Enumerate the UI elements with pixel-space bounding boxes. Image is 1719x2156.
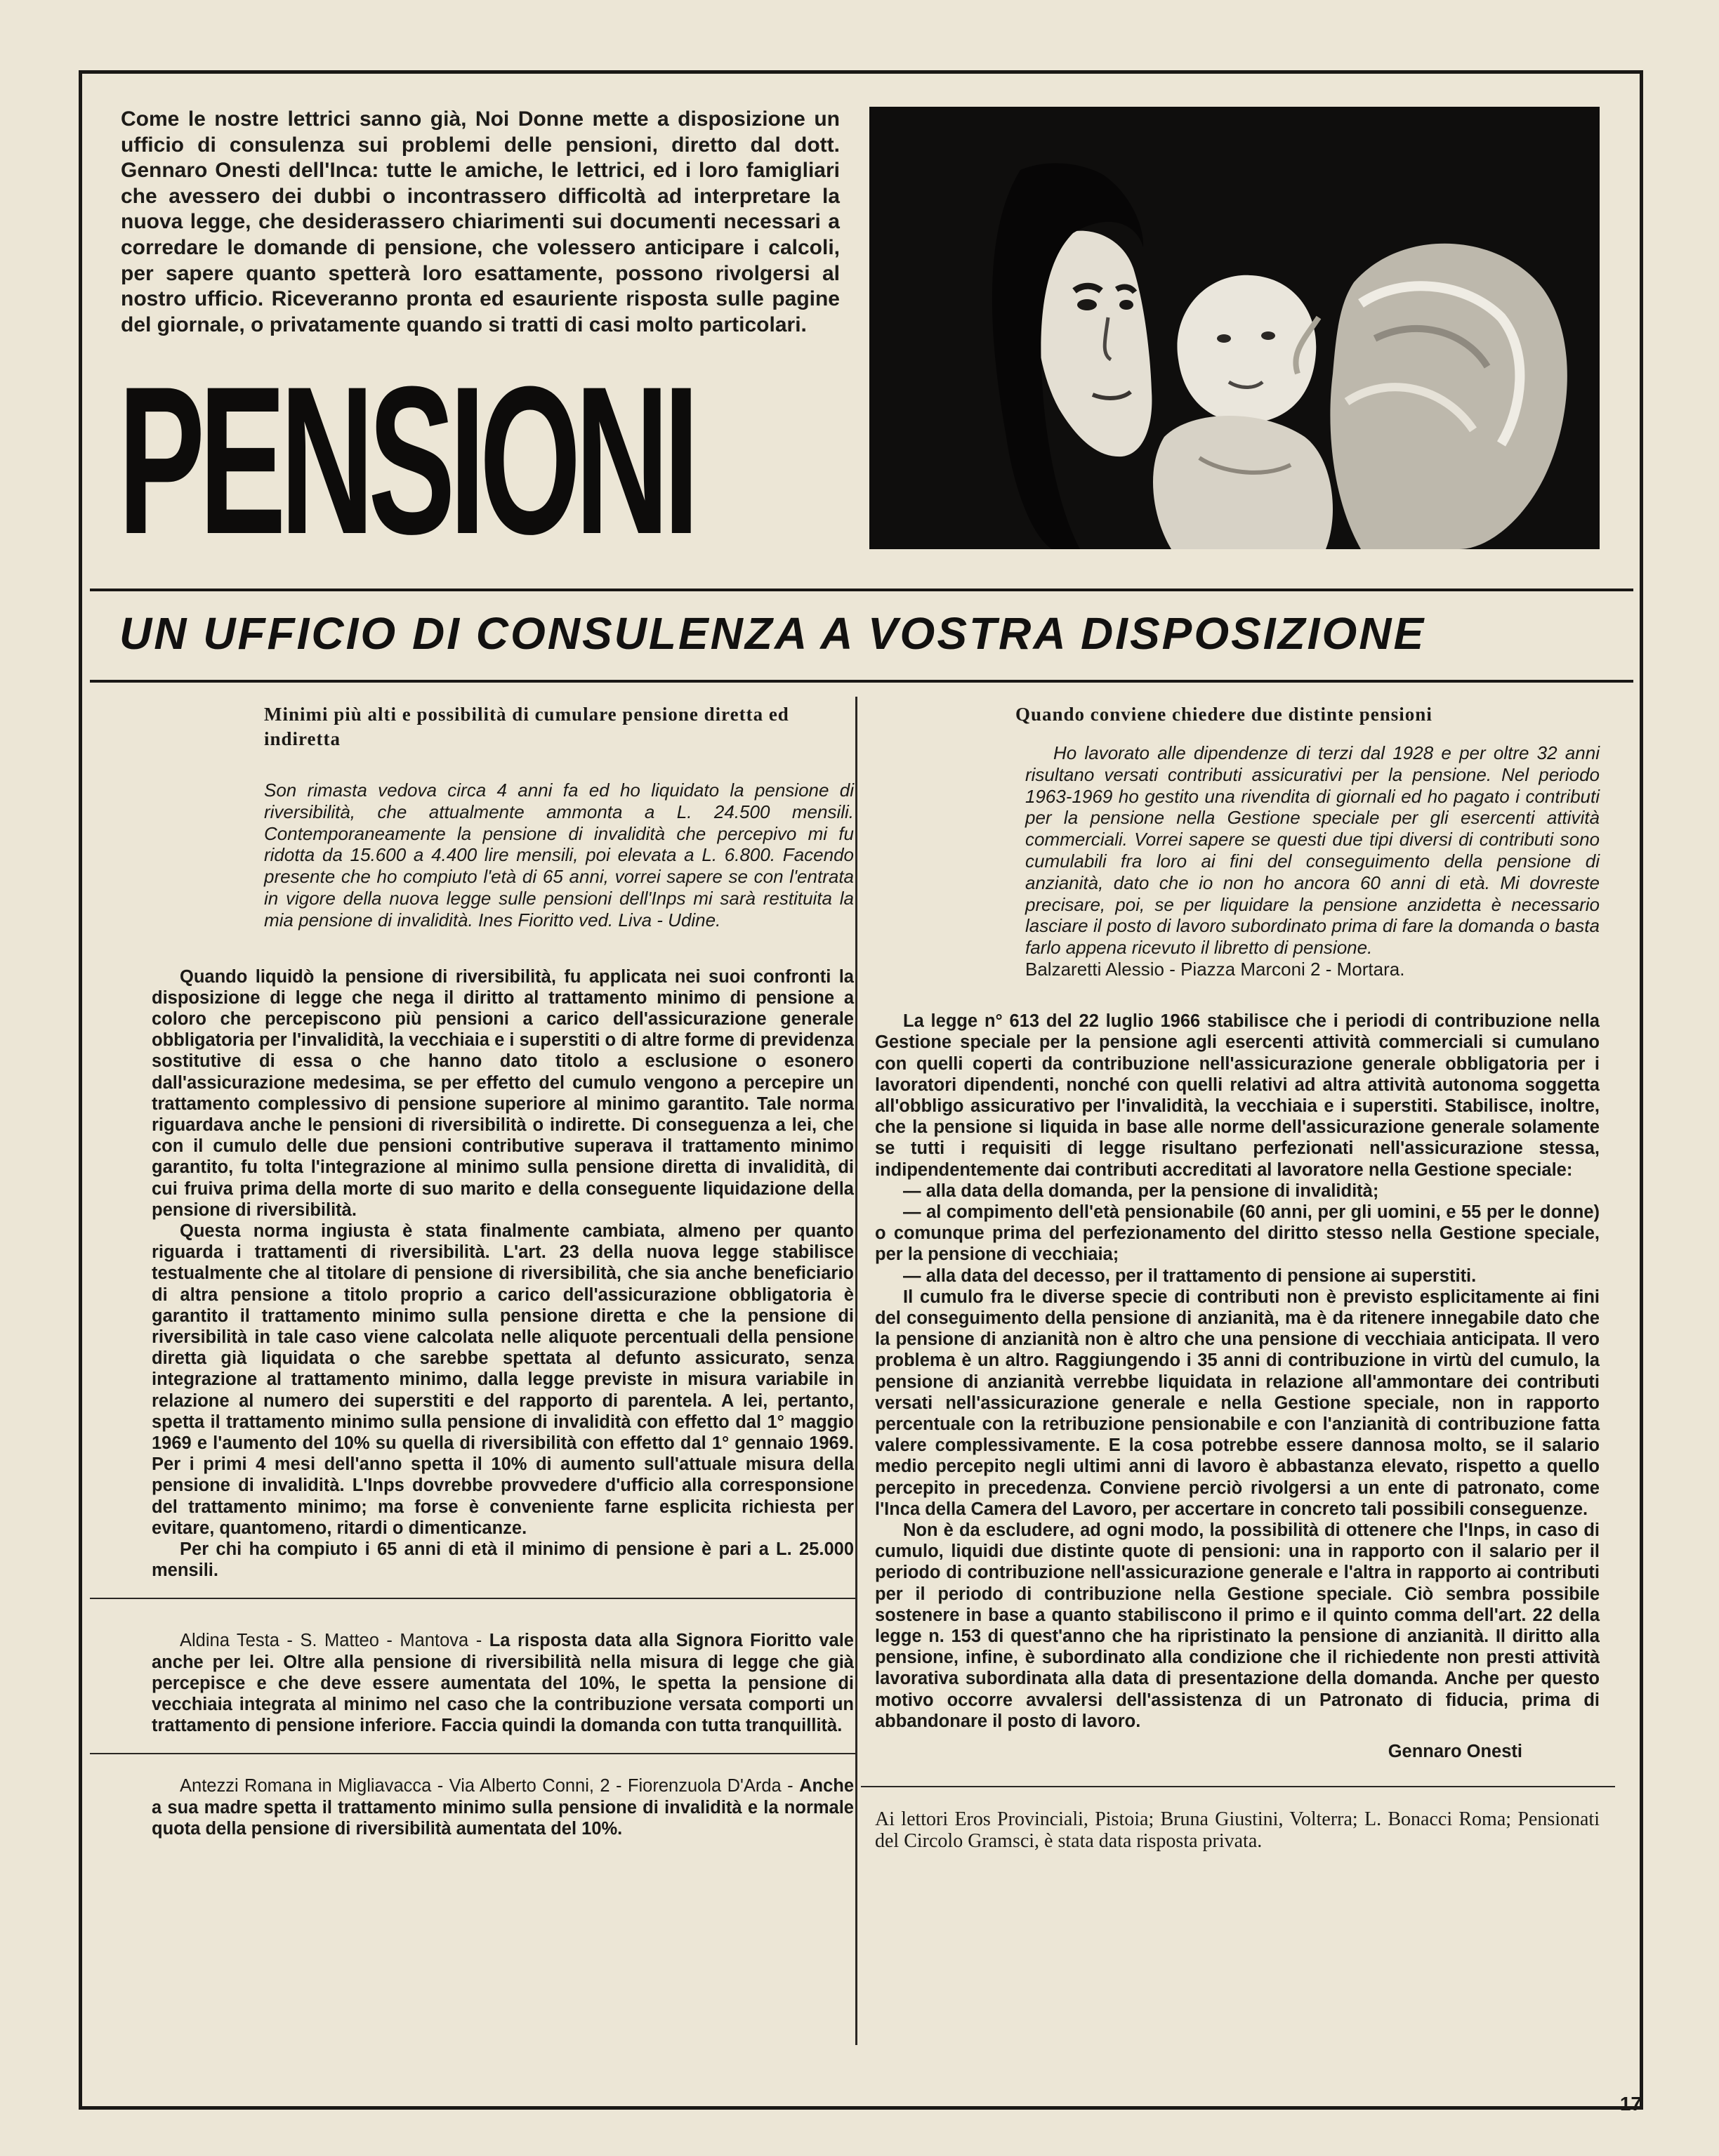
question-title: Minimi più alti e possibilità di cumulare pensione diretta ed indiretta	[264, 704, 789, 749]
answer-paragraph: Quando liquidò la pensione di riversibilità, fu applicata nei suoi confronti la disposizione di legge che nega il diritto al trattamento minimo di pensione a coloro che percepiscono più pensioni a carico dell'assicurazione generale obbligatoria per l'invalidità, la vecchiaia e i superstiti o di altre forme di previdenza sostitutive di essa o che hanno dato titolo a esclusione o esonero dall'assicurazione medesima, se per effetto del cumulo vengono a percepire un trattamento complessivo di pensione superiore al minimo garantito. Tale norma riguardava anche le pensioni di riversibilità o indirette. Di conseguenza a lei, che con il cumulo delle due pensioni contributive superava il trattamento minimo garantito, fu tolta l'integrazione al minimo sulla pensione diretta di invalidità, di cui fruiva prima della morte di suo marito e della conseguente liquidazione della pensione di riversibilità.	[152, 966, 854, 1220]
reader-reply	[152, 1775, 854, 1839]
question-text: Son rimasta vedova circa 4 anni fa ed ho liquidato la pensione di riversibilità, che attualmente ammonta a L. 24.500 mensili. Contemporaneamente la pensione di invalidità che percepivo mi fu ridotta da 15.600 a 4.400 lire mensili, poi elevata a L. 6.800. Facendo presente che ho compiuto l'età di 65 anni, vorrei sapere se con l'entrata in vigore della nuova legge sulle pensioni dell'Inps mi sarà restituita la mia pensione di invalidità. Ines Fioritto ved. Liva - Udine.	[264, 780, 854, 931]
answer-list-item: — al compimento dell'età pensionabile (60 anni, per gli uomini, e 55 per le donne) o comunque prima del perfezionamento del diritto stesso nella Gestione speciale, per la pensione di vecchiaia;	[875, 1202, 1600, 1265]
answer-paragraph: Il cumulo fra le diverse specie di contributi non è previsto esplicitamente ai fini del conseguimento della pensione di anzianità, ma è da ritenere innegabile dato che la pensione di anzianità non è altro che una pensione di vecchiaia anticipata. Il vero problema è un altro. Raggiungendo i 35 anni di contribuzione in virtù del cumulo, la pensione di anzianità verrebbe liquidata in relazione all'ammontare dei contributi versati nell'assicurazione generale e nella Gestione speciale, non in rapporto percentuale con la retribuzione pensionabile e con l'anzianità di contribuzione fatta valere complessivamente. E la cosa potrebbe essere dannosa molto, se il salario medio percepito negli ultimi anni di lavoro è abbastanza elevato, rispetto a quello percepito in precedenza. Conviene perciò rivolgersi a un ente di patronato, come l'Inca della Camera del Lavoro, per accertare in concreto tali possibili conseguenze.	[875, 1287, 1600, 1519]
right-column	[875, 702, 1600, 1852]
question-title: Quando conviene chiedere due distinte pensioni	[1015, 704, 1432, 725]
headline: PENSIONI	[118, 342, 694, 578]
question-text: Ho lavorato alle dipendenze di terzi dal 1928 e per oltre 32 anni risultano versati contributi assicurativi per la pensione. Nel periodo 1963-1969 ho gestito una rivendita di giornali ed ho pagato i contributi per la pensione nella Gestione speciale per gli esercenti attività commerciali. Vorrei sapere se questi due tipi diversi di contributi sono cumulabili fra loro ai fini del conseguimento della pensione di anzianità, dato che io non ho ancora 60 anni di età. Mi dovreste precisare, poi, se per liquidare la pensione anzidetta è necessario lasciare il posto di lavoro subordinato prima di fare la domanda o basta farlo appena ricevuto il libretto di pensione.	[1025, 742, 1600, 959]
answer-paragraph: La legge n° 613 del 22 luglio 1966 stabilisce che i periodi di contribuzione nella Gestione speciale per la pensione agli esercenti attività commerciali si cumulano con quelli coperti da contribuzione nell'assicurazione generale obbligatoria per i lavoratori dipendenti, nonché con quelli relativi ad altra attività autonoma soggetta all'obbligo assicurativo per l'invalidità, la vecchiaia e i superstiti. Stabilisce, inoltre, che la pensione si liquida in base alle norme dell'assicurazione generale solamente se tutti i requisiti di legge risultano perfezionati nell'assicurazione stessa, indipendentemente dai contributi accreditati al lavoratore nella Gestione speciale:	[875, 1011, 1600, 1180]
reader-sender: Antezzi Romana in Migliavacca - Via Alberto Conni, 2 - Fiorenzuola D'Arda -	[180, 1776, 800, 1796]
right-question-title-block	[875, 702, 1600, 727]
private-replies-note: Ai lettori Eros Provinciali, Pistoia; Bruna Giustini, Volterra; L. Bonacci Roma; Pensionati del Circolo Gramsci, è stata data risposta privata.	[875, 1808, 1600, 1853]
left-question-block	[152, 702, 854, 931]
column-divider	[855, 697, 857, 2045]
answer-paragraph: Questa norma ingiusta è stata finalmente cambiata, almeno per quanto riguarda i trattamenti di riversibilità. L'art. 23 della nuova legge stabilisce testualmente che al titolare di pensione di riversibilità, che sia anche beneficiario di altra pensione a titolo proprio a carico dell'assicurazione obbligatoria è garantito il trattamento minimo sulla pensione diretta e che la pensione di riversibilità in tale caso viene calcolata nelle aliquote percentuali della pensione diretta già liquidata o che sarebbe spettata al defunto assicurato, senza integrazione al trattamento minimo, dalla legge previste in misura variabile in relazione al numero dei superstiti e del rapporto di parentela. A lei, pertanto, spetta il trattamento minimo sulla pensione di invalidità con effetto dal 1° maggio 1969 e l'aumento del 10% su quella di riversibilità con effetto dal 1° gennaio 1969. Per i primi 4 mesi dell'anno spetta il 10% di aumento sull'attuale misura della pensione di invalidità. L'Inps dovrebbe provvedere d'ufficio alla corresponsione del trattamento minimo; ma forse è conveniente farne esplicita richiesta per evitare, quantomeno, ritardi o dimenticanze.	[152, 1221, 854, 1538]
answer-paragraph: Non è da escludere, ad ogni modo, la possibilità di ottenere che l'Inps, in caso di cumulo, liquidi due distinte quote di pensioni: una in rapporto con il salario per il periodo di contribuzione nell'assicurazione generale e l'altra in rapporto ai contributi per il periodo di contribuzione nella Gestione speciale. Ciò sembra possibile sostenere in base a quanto stabiliscono il primo e il quinto comma dell'art. 22 della legge n. 153 di quest'anno che ha ripristinato la pensione di anzianità. Il diritto alla pensione, infine, è subordinato alla condizione che il richiedente non presti attività lavorativa subordinata alla data di presentazione della domanda. Anche per questo motivo occorre avvalersi dell'assistenza di un Patronato di fiducia, prima di abbandonare il posto di lavoro.	[875, 1520, 1600, 1731]
intro-paragraph: Come le nostre lettrici sanno già, Noi Donne mette a disposizione un ufficio di consulenza sui problemi delle pensioni, diretto dal dott. Gennaro Onesti dell'Inca: tutte le amiche, le lettrici, ed i loro famigliari che avessero dei dubbi o incontrassero difficoltà ad interpretare la nuova legge, che desiderassero chiarimenti sui documenti necessari a corredare le domande di pensione, che volessero anticipare i calcoli, per sapere quanto spetterà loro esattamente, possono rivolgersi al nostro ufficio. Riceveranno pronta ed esauriente risposta sulle pagine del giornale, o privatamente quando si tratti di casi molto particolari.	[121, 107, 840, 336]
photo-illustration	[869, 107, 1600, 549]
subtitle: UN UFFICIO DI CONSULENZA A VOSTRA DISPOSIZIONE	[119, 608, 1426, 659]
question-sender: Balzaretti Alessio - Piazza Marconi 2 - Mortara.	[1025, 958, 1405, 980]
reader-sender: Aldina Testa - S. Matteo - Mantova -	[180, 1631, 489, 1651]
page-number: 17	[1619, 2093, 1642, 2115]
reader-answer: Anche a sua madre spetta il trattamento minimo sulla pensione di invalidità e la normale quota della pensione di riversibilità aumentata del 10%.	[152, 1776, 854, 1839]
right-question-block	[875, 742, 1600, 980]
answer-list-item: — alla data della domanda, per la pensione di invalidità;	[903, 1181, 1379, 1201]
answer-list-item: — alla data del decesso, per il trattamento di pensione ai superstiti.	[903, 1266, 1477, 1286]
photo-mother-and-baby	[869, 107, 1600, 549]
reader-reply	[152, 1630, 854, 1736]
reader-answer: La risposta data alla Signora Fioritto vale anche per lei. Oltre alla pensione di riversibilità nella misura di legge che già percepisce e che deve essere aumentata del 10%, le spetta la pensione di vecchiaia integrata al minimo nel caso che la contribuzione versata comporti un trattamento di pensione inferiore. Faccia quindi la domanda con tutta tranquillità.	[152, 1631, 854, 1736]
signature: Gennaro Onesti	[1388, 1742, 1522, 1762]
left-column	[152, 702, 854, 1839]
answer-paragraph: Per chi ha compiuto i 65 anni di età il minimo di pensione è pari a L. 25.000 mensili.	[152, 1539, 854, 1581]
